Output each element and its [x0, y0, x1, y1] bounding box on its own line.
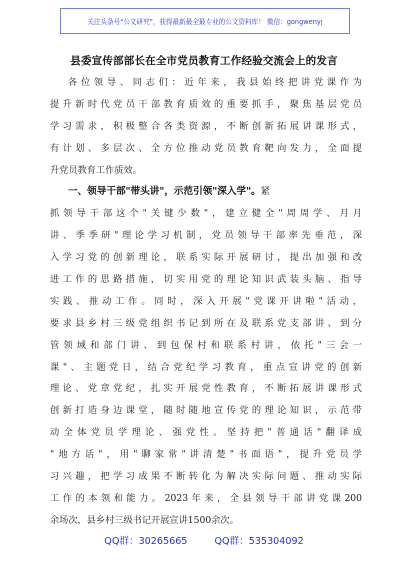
paragraph-line: 要求县乡村三级党组织书记到所在及联系党支部讲、到分 [50, 317, 362, 329]
paragraph-line: 各位领导、同志们：近年来，我县始终把讲党课作为 [68, 77, 362, 88]
paragraph-line: 习兴趣，把学习成果不断转化为解决实际问题、推动实际 [50, 471, 362, 483]
paragraph-line: 讲、季季研"理论学习机制，党员领导干部率先垂范，深 [50, 230, 362, 242]
footer [0, 533, 408, 547]
paragraph-line: 创新打造身边课堂，随时随地宣传党的理论知识，示范带 [50, 405, 362, 417]
document-body [50, 72, 362, 532]
header-banner [60, 8, 350, 34]
paragraph-line: 理论、党章党纪，扎实开展党性教育，不断拓展讲课形式 [50, 383, 362, 395]
paragraph-line: 余场次，县乡村三级书记开展宣讲1500余次。 [50, 514, 239, 526]
footer-qq-group-1: QQ群：30265665 [104, 536, 188, 547]
paragraph-line: 提升新时代党员干部教育质效的重要抓手，聚焦基层党员 [50, 98, 362, 110]
paragraph-line: "地方话"，用"聊家常"讲清楚"书面语"，提升党员学 [50, 449, 362, 461]
section-heading-continuation: 紧 [260, 186, 270, 198]
section-heading-line [50, 181, 362, 203]
paragraph-line: 动全体党员学理论、强党性。坚持把"普通话"翻译成 [50, 427, 362, 439]
footer-qq-group-2: QQ群：535304092 [214, 536, 304, 547]
paragraph-line: 课"、主题党日，结合党纪学习教育，重点宣讲党的创新 [50, 361, 362, 373]
paragraph-line: 学习需求，积极整合各类资源，不断创新拓展讲课形式， [50, 120, 362, 132]
paragraph-line: 有计划、多层次、全方位推动党员教育靶向发力，全面提 [50, 142, 362, 154]
section-heading: 一、领导干部"带头讲"，示范引领"深入学"。 [68, 186, 261, 198]
paragraph-line: 实践、推动工作。同时，深入开展"党课开讲啦"活动， [50, 295, 362, 307]
paragraph-line: 升党员教育工作质效。 [50, 164, 142, 176]
paragraph-line: 进工作的思路措施，切实用党的理论知识武装头脑、指导 [50, 274, 362, 286]
paragraph-line: 抓领导干部这个"关键少数"，建立健全"周周学、月月 [50, 208, 362, 220]
paragraph-line: 入学习党的创新理论，联系实际开展研讨，提出加强和改 [50, 252, 362, 264]
paragraph-line: 工作的本领和能力。2023年来，全县领导干部讲党课200 [50, 492, 362, 504]
paragraph-line: 管领域和部门讲、到包保村和联系村讲，依托"三会一 [50, 339, 362, 351]
document-title: 县委宣传部部长在全市党员教育工作经验交流会上的发言 [70, 55, 338, 67]
header-banner-text: 关注头条号"公文研究"，获得最新最全最专业的公文资料库！ 微信：gongwenyj [87, 18, 323, 26]
